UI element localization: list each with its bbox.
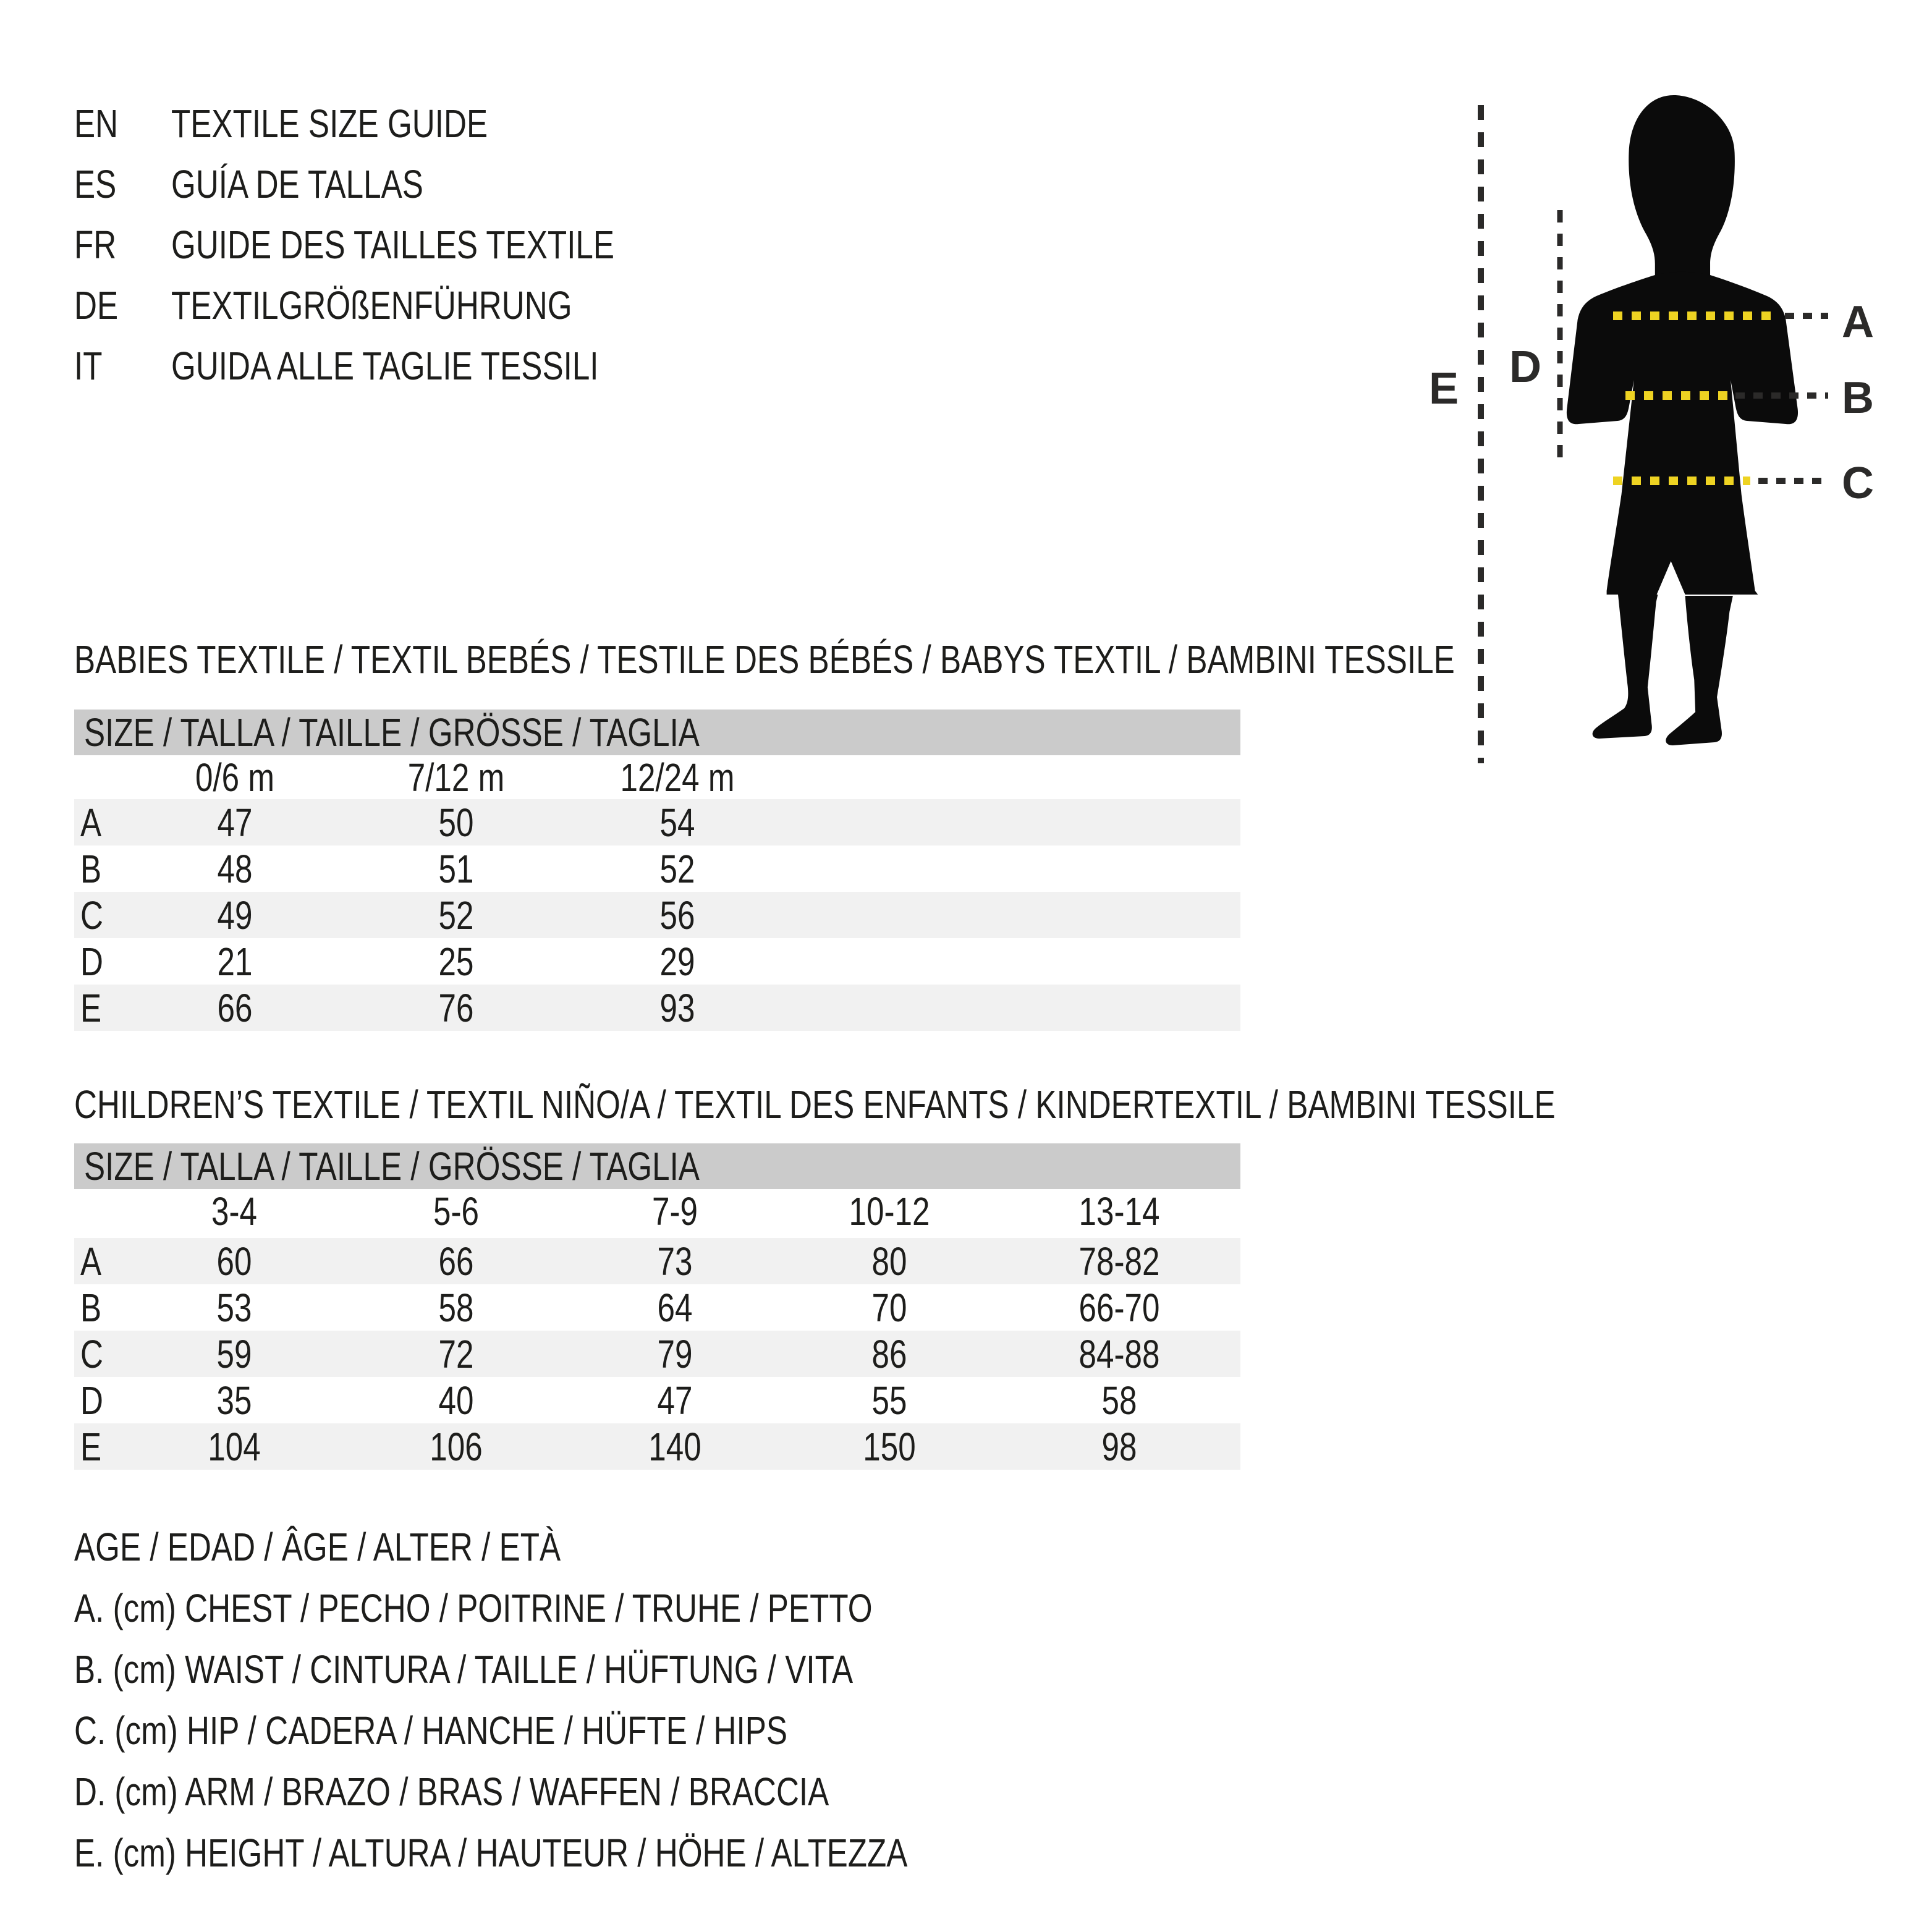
table-cell: 79 [657,1331,693,1376]
babies-size-header-bar [74,710,1240,755]
table-cell: 25 [438,939,474,984]
table-cell: 72 [438,1331,474,1376]
language-row-it [74,346,939,389]
children-row-c [74,1331,1240,1377]
table-cell: 58 [1101,1378,1137,1423]
table-cell: 140 [648,1424,701,1469]
legend-arm-text: D. (cm) ARM / BRAZO / BRAS / WAFFEN / BRACCIA [74,1769,829,1814]
table-cell: 150 [863,1424,916,1469]
children-size-header-bar [74,1143,1240,1189]
row-label: E [80,985,102,1030]
language-title: GUÍA DE TALLAS [171,162,423,206]
legend-height-text: E. (cm) HEIGHT / ALTURA / HAUTEUR / HÖHE / ALTEZZA [74,1831,908,1875]
babies-row-b [74,845,1240,892]
language-code: IT [74,344,103,388]
silhouette-torso [1567,272,1798,595]
table-cell: 93 [659,985,695,1030]
legend-age-text: AGE / EDAD / ÂGE / ALTER / ETÀ [74,1525,561,1569]
row-label: C [80,892,103,938]
table-cell: 58 [438,1285,474,1330]
children-row-a [74,1238,1240,1284]
babies-column-header: 0/6 m [195,755,275,800]
language-code: ES [74,162,117,206]
table-cell: 84-88 [1078,1331,1160,1376]
children-column-header: 13-14 [1078,1188,1160,1234]
language-row-de [74,283,939,329]
table-cell: 52 [438,892,474,938]
table-cell: 51 [438,846,474,891]
table-cell: 104 [208,1424,261,1469]
legend-chest [74,1588,1072,1632]
silhouette-head [1629,95,1735,284]
babies-column-header: 7/12 m [407,755,505,800]
legend-waist [74,1647,1048,1693]
legend-arm [74,1769,1018,1815]
table-cell: 70 [871,1285,907,1330]
row-label: C [80,1331,103,1376]
table-cell: 49 [217,892,253,938]
legend-waist-text: B. (cm) WAIST / CINTURA / TAILLE / HÜFTUNG / VITA [74,1647,854,1692]
language-title: GUIDA ALLE TAGLIE TESSILI [171,344,599,388]
row-label: A [80,800,102,845]
table-cell: 47 [217,800,253,845]
legend-age [74,1527,682,1570]
table-cell: 35 [216,1378,252,1423]
language-row-en [74,101,939,147]
babies-table-heading-text: BABIES TEXTILE / TEXTIL BEBÉS / TESTILE DES BÉBÉS / BABYS TEXTIL / BAMBINI TESSILE [74,637,1455,682]
children-row-e [74,1423,1240,1470]
table-cell: 59 [216,1331,252,1376]
table-cell: 76 [438,985,474,1030]
table-cell: 53 [216,1285,252,1330]
children-column-header: 10-12 [849,1188,930,1234]
row-label: D [80,1378,103,1423]
legend-chest-text: A. (cm) CHEST / PECHO / POITRINE / TRUHE / PETTO [74,1586,873,1630]
table-cell: 56 [659,892,695,938]
babies-row-c [74,892,1240,938]
row-label: A [80,1239,102,1284]
measure-label-a: A [1842,297,1874,347]
row-label: B [80,846,102,891]
language-code: DE [74,283,119,328]
babies-column-header: 12/24 m [620,755,735,800]
children-table-heading [74,1082,1926,1127]
language-title: GUIDE DES TAILLES TEXTILE [171,222,615,267]
children-size-header-text: SIZE / TALLA / TAILLE / GRÖSSE / TAGLIA [84,1144,700,1188]
children-column-header: 3-4 [211,1188,257,1234]
table-cell: 78-82 [1078,1239,1160,1284]
table-cell: 80 [871,1239,907,1284]
language-title: TEXTILE SIZE GUIDE [171,101,488,146]
table-cell: 66-70 [1078,1285,1160,1330]
measure-label-b: B [1842,373,1874,423]
children-column-header: 5-6 [433,1188,479,1234]
table-cell: 86 [871,1331,907,1376]
children-table-heading-text: CHILDREN’S TEXTILE / TEXTIL NIÑO/A / TEXTIL DES ENFANTS / KINDERTEXTIL / BAMBINI TESSILE [74,1082,1556,1127]
table-cell: 66 [217,985,253,1030]
row-label: E [80,1424,102,1469]
table-cell: 40 [438,1378,474,1423]
language-code: EN [74,101,119,146]
row-label: B [80,1285,102,1330]
babies-size-header-text: SIZE / TALLA / TAILLE / GRÖSSE / TAGLIA [84,710,700,755]
language-code: FR [74,222,117,267]
babies-table-heading [74,637,1800,682]
table-cell: 29 [659,939,695,984]
measure-label-d: D [1509,342,1541,392]
table-cell: 48 [217,846,253,891]
table-cell: 47 [657,1378,693,1423]
table-cell: 21 [217,939,253,984]
child-silhouette-measure-diagram [1409,87,1932,791]
language-title: TEXTILGRÖßENFÜHRUNG [171,283,572,328]
legend-height [74,1833,1116,1876]
measure-label-c: C [1842,459,1874,508]
babies-row-e [74,985,1240,1031]
table-cell: 52 [659,846,695,891]
language-row-es [74,164,939,208]
babies-row-d [74,938,1240,985]
babies-column-header-row [74,755,1240,799]
children-column-header-row [74,1189,1240,1233]
table-cell: 106 [430,1424,483,1469]
table-cell: 55 [871,1378,907,1423]
table-cell: 60 [216,1239,252,1284]
table-cell: 66 [438,1239,474,1284]
row-label: D [80,939,103,984]
children-row-b [74,1284,1240,1331]
table-cell: 50 [438,800,474,845]
legend-hip [74,1708,966,1754]
table-cell: 98 [1101,1424,1137,1469]
babies-row-a [74,799,1240,845]
children-row-d [74,1377,1240,1423]
measure-label-e: E [1428,364,1459,413]
table-cell: 54 [659,800,695,845]
language-row-fr [74,222,939,268]
table-cell: 64 [657,1285,693,1330]
legend-hip-text: C. (cm) HIP / CADERA / HANCHE / HÜFTE / HIPS [74,1708,788,1753]
table-cell: 73 [657,1239,693,1284]
children-column-header: 7-9 [652,1188,698,1234]
